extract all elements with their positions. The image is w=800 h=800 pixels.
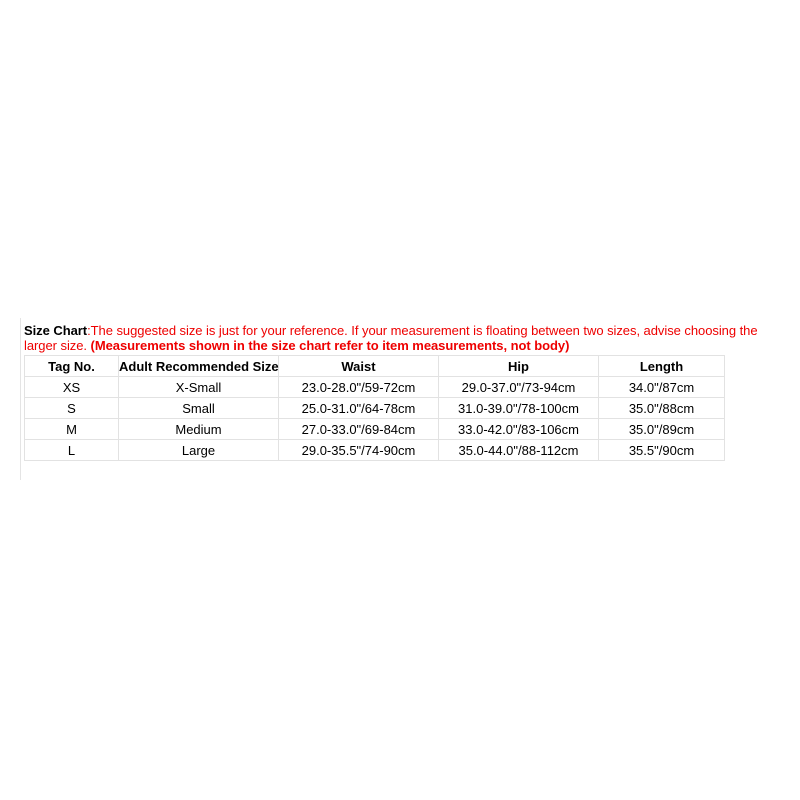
size-chart-label: Size Chart	[24, 323, 88, 338]
size-chart-label-separator: :	[87, 323, 91, 338]
cell-adult-size: Small	[119, 398, 279, 419]
left-divider	[20, 318, 21, 480]
size-chart-block	[24, 323, 784, 461]
table-row	[25, 398, 725, 419]
header-length: Length	[599, 356, 725, 377]
cell-hip: 29.0-37.0"/73-94cm	[439, 377, 599, 398]
cell-length: 35.5"/90cm	[599, 440, 725, 461]
cell-hip: 31.0-39.0"/78-100cm	[439, 398, 599, 419]
cell-length: 35.0"/89cm	[599, 419, 725, 440]
table-row	[25, 377, 725, 398]
cell-waist: 25.0-31.0"/64-78cm	[279, 398, 439, 419]
cell-length: 35.0"/88cm	[599, 398, 725, 419]
header-tag-no: Tag No.	[25, 356, 119, 377]
cell-tag-no: M	[25, 419, 119, 440]
size-chart-advice: The suggested size is just for your reference. If your measurement is floating between two sizes, advise choosing the larger size.	[24, 323, 758, 353]
size-chart-note: (Measurements shown in the size chart refer to item measurements, not body)	[90, 338, 570, 353]
header-adult-recommended-size: Adult Recommended Size	[119, 356, 279, 377]
cell-adult-size: Large	[119, 440, 279, 461]
size-table	[24, 355, 725, 461]
header-hip: Hip	[439, 356, 599, 377]
cell-tag-no: XS	[25, 377, 119, 398]
header-waist: Waist	[279, 356, 439, 377]
cell-waist: 29.0-35.5"/74-90cm	[279, 440, 439, 461]
table-header-row	[25, 356, 725, 377]
cell-length: 34.0"/87cm	[599, 377, 725, 398]
table-row	[25, 440, 725, 461]
cell-tag-no: S	[25, 398, 119, 419]
cell-hip: 33.0-42.0"/83-106cm	[439, 419, 599, 440]
cell-adult-size: X-Small	[119, 377, 279, 398]
table-row	[25, 419, 725, 440]
size-chart-intro	[24, 323, 784, 353]
cell-waist: 23.0-28.0"/59-72cm	[279, 377, 439, 398]
cell-adult-size: Medium	[119, 419, 279, 440]
cell-waist: 27.0-33.0"/69-84cm	[279, 419, 439, 440]
cell-hip: 35.0-44.0"/88-112cm	[439, 440, 599, 461]
cell-tag-no: L	[25, 440, 119, 461]
